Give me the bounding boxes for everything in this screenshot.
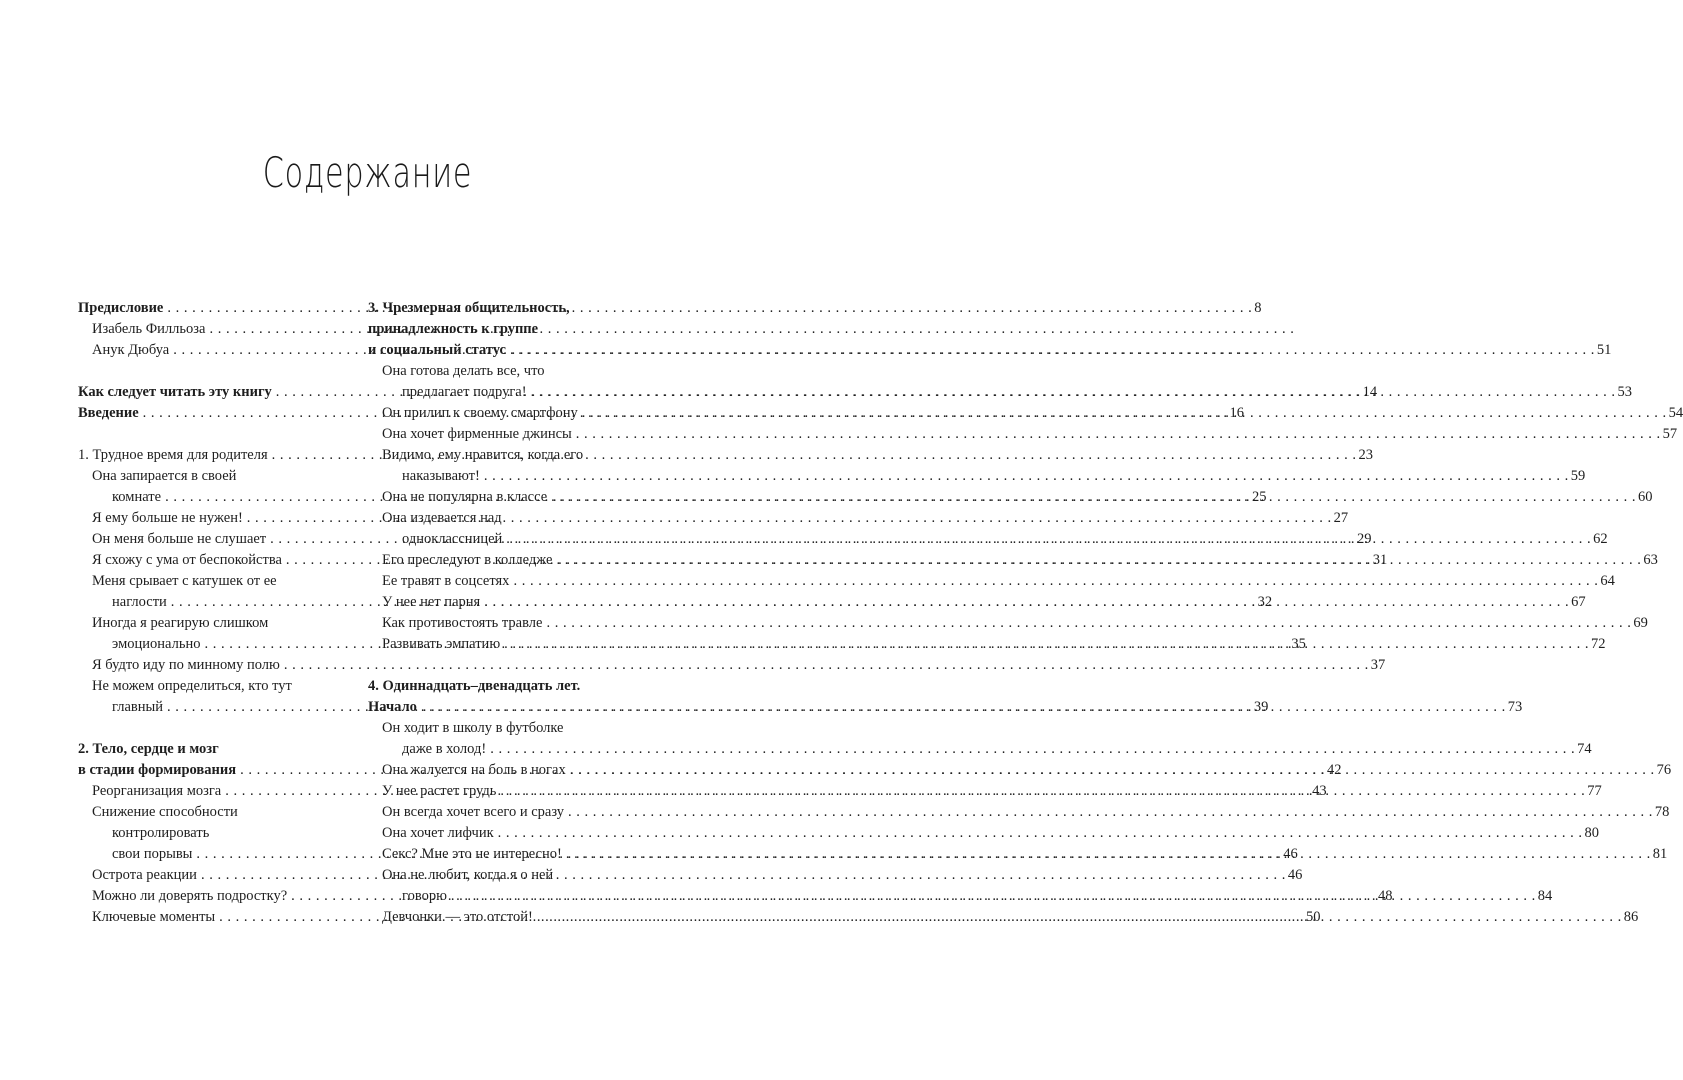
toc-entry: [368, 802, 1670, 823]
toc-entry-text: 4. Одиннадцать–двенадцать лет.: [368, 678, 581, 694]
toc-page-number: 86: [1623, 909, 1639, 925]
toc-entry-text: Она не популярна в классе: [382, 489, 548, 505]
toc-page-number: 50: [1306, 909, 1321, 925]
toc-page-number: 73: [1507, 699, 1523, 715]
toc-entry-text: главный: [112, 699, 163, 715]
toc-entry-text: эмоционально: [112, 636, 201, 652]
toc-page-number: 78: [1654, 804, 1670, 820]
dot-leader: [500, 783, 1585, 799]
toc-entry-text: 2. Тело, сердце и мозг: [78, 741, 219, 757]
toc-entry-text: Изабель Филльоза: [92, 321, 206, 337]
dot-leader: [556, 552, 1641, 568]
toc-entry-text: Острота реакции: [92, 867, 197, 883]
toc-page-number: 53: [1617, 384, 1632, 400]
toc-entry-text: Реорганизация мозга: [92, 783, 222, 799]
toc-entry-text: Она хочет фирменные джинсы: [382, 426, 572, 442]
dot-leader: [506, 531, 1591, 547]
toc-entry: [368, 718, 1592, 760]
toc-entry: [368, 571, 1615, 592]
toc-page-number: 60: [1638, 489, 1653, 505]
dot-leader: [546, 615, 1631, 631]
dot-leader: [167, 300, 1252, 316]
dot-leader: [566, 846, 1651, 862]
toc-entry-text: Анук Дюбуа: [92, 342, 170, 358]
toc-entry-text: принадлежность к группе: [368, 321, 539, 337]
toc-entry-text: Меня срывает с катушек от ее: [92, 573, 277, 589]
toc-entry-text: говорю: [402, 888, 447, 904]
toc-entry-text: Он прилип к своему смартфону: [382, 405, 578, 421]
toc-entry-text: свои порывы: [112, 846, 193, 862]
toc-entry-text: Она запирается в своей: [92, 468, 237, 484]
toc-entry-text: Введение: [78, 405, 139, 421]
dot-leader: [570, 762, 1655, 778]
toc-entry-text: Он ходит в школу в футболке: [382, 720, 564, 736]
toc-page-number: 16: [1229, 405, 1245, 421]
toc-entry-text: Предисловие: [78, 300, 164, 316]
toc-entry-text: 1. Трудное время для родителя: [78, 447, 268, 463]
dot-leader: [498, 825, 1583, 841]
toc-entry: [368, 424, 1678, 445]
toc-page-number: 46: [1287, 867, 1303, 883]
toc-page-number: 62: [1593, 531, 1608, 547]
dot-leader: [510, 342, 1595, 358]
toc-entry-text: Начало: [368, 699, 417, 715]
toc-entry-text: Развивать эмпатию: [382, 636, 501, 652]
dot-leader: [451, 888, 1536, 904]
toc-page-number: 80: [1584, 825, 1600, 841]
toc-entry-text: комнате: [112, 489, 162, 505]
toc-entry-text: У нее растет грудь: [382, 783, 497, 799]
dot-leader: [201, 867, 1286, 883]
toc-page-number: 29: [1357, 531, 1372, 547]
toc-entry-text: наказывают!: [402, 468, 480, 484]
dot-leader: [576, 426, 1661, 442]
toc-page-number: 74: [1577, 741, 1592, 757]
toc-entry: [368, 823, 1600, 844]
toc-entry-text: даже в холод!: [402, 741, 487, 757]
toc-page-number: 72: [1591, 636, 1606, 652]
toc-page-number: 81: [1652, 846, 1668, 862]
toc-entry-text: Она хочет лифчик: [382, 825, 494, 841]
toc-page-number: 46: [1283, 846, 1298, 862]
dot-leader: [484, 468, 1569, 484]
toc-entry-text: Иногда я реагирую слишком: [92, 615, 269, 631]
toc-entry-text: Он меня больше не слушает: [92, 531, 267, 547]
toc-page-number: 76: [1656, 762, 1672, 778]
toc-page-number: 84: [1537, 888, 1553, 904]
page-title: Содержание: [262, 148, 473, 197]
toc-page-number: 63: [1643, 552, 1658, 568]
toc-page-number: 8: [1254, 300, 1262, 316]
toc-entry-text: Она жалуется на боль в ногах: [382, 762, 566, 778]
dot-leader: [551, 489, 1636, 505]
toc-entry-text: и социальный статус: [368, 342, 506, 358]
toc-entry-text: одноклассницей: [402, 531, 503, 547]
toc-entry-text: Видимо, ему нравится, когда его: [382, 447, 584, 463]
toc-page-number: 27: [1333, 510, 1349, 526]
toc-page-number: 32: [1257, 594, 1273, 610]
toc-page-number: 57: [1662, 426, 1678, 442]
toc-page-number: 67: [1571, 594, 1586, 610]
toc-page-number: 23: [1358, 447, 1374, 463]
toc-entry: [78, 319, 343, 340]
toc-entry-text: Девчонки — это отстой!: [382, 909, 533, 925]
toc-page-number: 31: [1372, 552, 1388, 568]
toc-page-number: 25: [1251, 489, 1267, 505]
toc-entry-text: Снижение способности: [92, 804, 238, 820]
toc-entry-text: Он всегда хочет всего и сразу: [382, 804, 565, 820]
toc-page-number: 35: [1291, 636, 1306, 652]
dot-leader: [537, 909, 1622, 925]
toc-page-number: 59: [1570, 468, 1586, 484]
toc-page-number: 69: [1633, 615, 1648, 631]
dot-leader: [490, 741, 1575, 757]
toc-entry-text: 3. Чрезмерная общительность,: [368, 300, 570, 316]
toc-entry-text: Я ему больше не нужен!: [92, 510, 243, 526]
dot-leader: [421, 699, 1506, 715]
toc-entry-text: Ключевые моменты: [92, 909, 216, 925]
toc-entry-text: Я схожу с ума от беспокойства: [92, 552, 282, 568]
toc-page-number: 42: [1326, 762, 1342, 778]
toc-entry-text: Секс? Мне это не интересно!: [382, 846, 562, 862]
toc-page-number: 77: [1587, 783, 1602, 799]
dot-leader: [513, 573, 1598, 589]
toc-page-number: 43: [1312, 783, 1327, 799]
toc-entry-text: в стадии формирования: [78, 762, 237, 778]
toc-page-number: 64: [1600, 573, 1615, 589]
toc-entry-text: Его преследуют в колледже: [382, 552, 553, 568]
dot-leader: [582, 405, 1667, 421]
toc-page-number: 14: [1362, 384, 1378, 400]
toc-page-number: 37: [1370, 657, 1386, 673]
toc-entry: [78, 340, 343, 361]
toc-entry-text: У нее нет парня: [382, 594, 481, 610]
toc-entry-text: Ее травят в соцсетях: [382, 573, 510, 589]
toc-entry-text: Она не любит, когда я о ней: [382, 867, 554, 883]
dot-leader: [504, 636, 1589, 652]
toc-entry-text: Она издевается над: [382, 510, 502, 526]
dot-leader: [484, 594, 1569, 610]
toc-entry-text: предлагает подруга!: [402, 384, 527, 400]
toc-page-number: 51: [1596, 342, 1612, 358]
toc-entry: [368, 613, 1648, 634]
toc-entry-text: Как следует читать эту книгу: [78, 384, 272, 400]
toc-page-number: 39: [1253, 699, 1269, 715]
toc-entry-text: контролировать: [112, 825, 210, 841]
dot-leader: [531, 384, 1616, 400]
toc-entry: [368, 298, 1612, 361]
toc-entry-text: Как противостоять травле: [382, 615, 543, 631]
toc-entry-text: Не можем определиться, кто тут: [92, 678, 292, 694]
toc-page-number: 48: [1378, 888, 1393, 904]
toc-entry-text: наглости: [112, 594, 167, 610]
toc-entry: [78, 655, 1386, 676]
toc-entry-text: Можно ли доверять подростку?: [92, 888, 288, 904]
toc-page-number: 54: [1668, 405, 1683, 421]
dot-leader: [568, 804, 1653, 820]
toc-entry-text: Она готова делать все, что: [382, 363, 545, 379]
toc-entry-text: Я будто иду по минному полю: [92, 657, 280, 673]
